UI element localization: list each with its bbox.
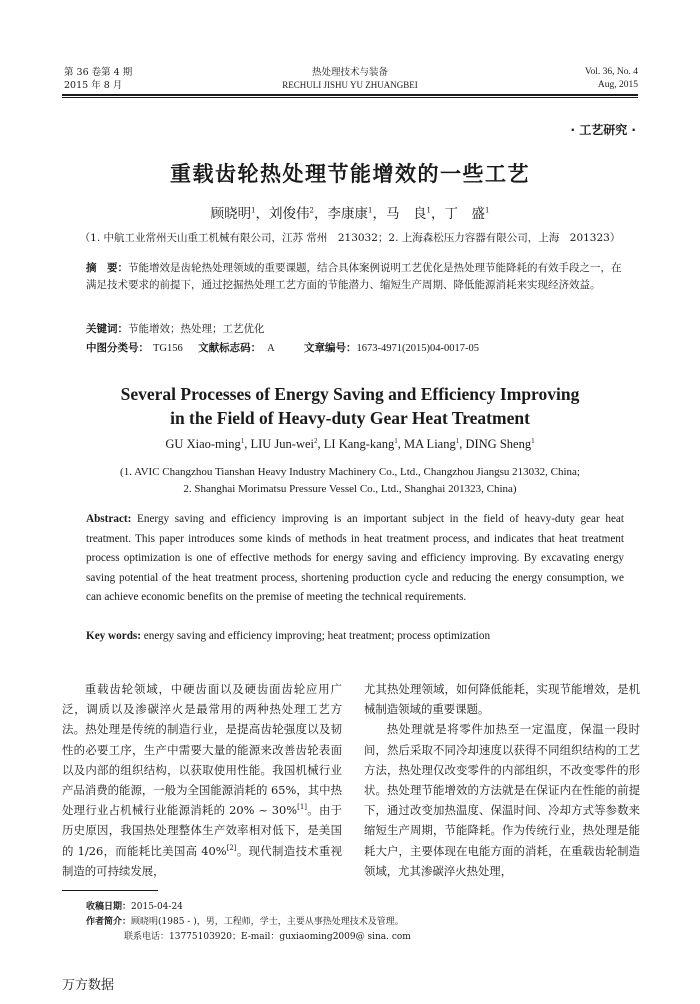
journal-name-pinyin: RECHULI JISHU YU ZHUANGBEI — [282, 80, 418, 90]
abstract-zh — [86, 260, 624, 294]
author-en-5: DING Sheng$^1$ — [465, 436, 535, 451]
issue-date-text: 2015 年 8 月 — [64, 80, 123, 91]
keywords-zh-text: 节能增效；热处理；工艺优化 — [128, 323, 265, 335]
title-en-line2: in the Field of Heavy-duty Gear Heat Treatment — [170, 408, 530, 428]
doc-code-label: 文献标志码： — [198, 342, 262, 354]
volume-en-text: Vol. 36, No. 4 — [584, 67, 638, 77]
watermark-text: 万方数据 — [62, 978, 115, 993]
author-zh-2: 刘俊伟$^2$ — [269, 206, 315, 222]
volume-issue-text: 第 36 卷第 4 期 — [64, 67, 133, 78]
author-en-4: MA Liang$^1$ — [403, 436, 460, 451]
authors-zh: 顾晓明$^1$，刘俊伟$^2$，李康康$^1$，马 良$^1$，丁 盛$^1$ — [210, 206, 490, 222]
affiliation-en-line1: (1. AVIC Changzhou Tianshan Heavy Industry Machinery Co., Ltd., Changzhou Jiangsu 213032, China; — [120, 466, 580, 478]
keywords-zh — [86, 321, 624, 338]
title-en-line1: Several Processes of Energy Saving and Efficiency Improving — [120, 384, 580, 404]
author-en-3: LI Kang-kang$^1$ — [323, 436, 398, 451]
title-en — [0, 382, 700, 430]
doc-code-value: A — [267, 343, 275, 354]
author-zh-3: 李康康$^1$ — [327, 206, 373, 222]
footnote-contact: 联系电话：13775103920；E-mail：guxiaoming2009@ sina. com — [124, 932, 411, 942]
affiliation-en — [30, 464, 670, 498]
affiliation-en-line2: 2. Shanghai Morimatsu Pressure Vessel Co., Ltd., Shanghai 201323, China) — [183, 483, 517, 495]
article-no-label: 文章编号： — [304, 342, 357, 354]
section-tag: · 工艺研究 · — [570, 123, 636, 137]
affiliation-zh: （1. 中航工业常州天山重工机械有限公司，江苏 常州 213032；2. 上海森松压力容器有限公司，上海 201323） — [79, 232, 621, 244]
author-zh-5: 丁 盛$^1$ — [444, 206, 490, 222]
keywords-en-text: energy saving and efficiency improving; heat treatment; process optimization — [143, 630, 491, 642]
date-en-text: Aug, 2015 — [597, 80, 638, 90]
abstract-zh-label: 摘 要： — [86, 262, 128, 274]
citation-1: [1] — [297, 803, 308, 812]
citation-2: [2] — [226, 843, 237, 852]
journal-name — [200, 66, 500, 92]
author-zh-4: 马 良$^1$ — [385, 206, 431, 222]
clc-label: 中图分类号： — [86, 342, 149, 354]
keywords-zh-label: 关键词： — [86, 323, 128, 335]
journal-volume-en — [585, 66, 638, 92]
footnote-author-bio: 作者简介：顾晓明(1985 - )，男，工程师，学士，主要从事热处理技术及管理。 — [86, 917, 404, 927]
authors-en: GU Xiao-ming$^1$, LIU Jun-wei$^2$, LI Kang-kang$^1$, MA Liang$^1$, DING Sheng$^1$ — [165, 436, 535, 451]
author-en-1: GU Xiao-ming$^1$ — [165, 436, 245, 451]
abstract-en — [86, 510, 624, 608]
body-right-paragraph-2: 热处理就是将零件加热至一定温度，保温一段时间，然后采取不同冷却速度以获得不同组织结构的工艺方法，热处理仅改变零件的内部组织，不改变零件的形状。热处理节能增效的方法就是在保证内在性能的前提下，通过改变加热温度、保温时间、冷却方式等参数来缩短生产周期，节能降耗。作为传统行业，热处理是能耗大户，主要体现在电能方面的消耗，在重载齿轮制造领域，尤其渗碳淬火热处理， — [364, 722, 640, 878]
body-left-column — [62, 679, 342, 881]
body-left-paragraph: 重载齿轮领域，中硬齿面以及硬齿面齿轮应用广泛，调质以及渗碳淬火是最常用的两种热处理工艺方法。热处理是传统的制造行业，是提高齿轮强度以及韧性的必要工序，生产中需要大量的能源来改善齿轮表面以及内部的组织结构，以获取使用性能。我国机械行业产品消费的能源，一般为全国能源消耗的 65%，其中热处理行业占机械行业能源消耗的 20% ~ 30%[1]。由于历史原因，我国热处理整体生产效率相对低下，是美国的 1/26，而能耗比美国高 40%[2]。现代制造技术重视制造的可持续发展， — [62, 682, 342, 878]
clc-value: TG156 — [153, 343, 183, 354]
keywords-en-label: Key words: — [86, 630, 141, 642]
body-right-paragraph-1: 尤其热处理领域，如何降低能耗，实现节能增效，是机械制造领域的重要课题。 — [364, 682, 640, 717]
classification-line — [86, 340, 646, 357]
author-en-2: LIU Jun-wei$^2$ — [250, 436, 318, 451]
footnote — [86, 900, 626, 945]
abstract-en-label: Abstract: — [86, 513, 132, 525]
abstract-en-text: Energy saving and efficiency improving is an important subject in the field of heavy-duty gear heat treatment. This paper introduces some kinds of methods in heat treatment process, and indicates that heat treatment process optimization is one of effective methods for energy saving and efficiency improving. By excavating energy saving potential of the heat treatment process, shortening production cycle and reducing the energy consumption, we can achieve economic benefits on the premise of meeting the technical requirements. — [86, 513, 624, 603]
journal-volume-issue — [64, 66, 132, 92]
title-zh: 重载齿轮热处理节能增效的一些工艺 — [170, 162, 530, 186]
body-right-column — [364, 679, 640, 881]
author-zh-1: 顾晓明$^1$ — [210, 206, 256, 222]
footnote-rule — [62, 890, 158, 891]
footnote-received: 收稿日期：2015-04-24 — [86, 902, 183, 912]
article-no-value: 1673-4971(2015)04-0017-05 — [356, 343, 480, 354]
journal-name-zh: 热处理技术与装备 — [311, 67, 388, 78]
header-rule-thin — [62, 97, 638, 98]
abstract-zh-text: 节能增效是齿轮热处理领域的重要课题，结合具体案例说明工艺优化是热处理节能降耗的有效手段之一，在满足技术要求的前提下，通过挖掘热处理工艺方面的节能潜力、缩短生产周期、降低能源消耗来实现经济效益。 — [86, 262, 622, 291]
header-rule — [62, 94, 638, 96]
keywords-en — [86, 627, 624, 647]
